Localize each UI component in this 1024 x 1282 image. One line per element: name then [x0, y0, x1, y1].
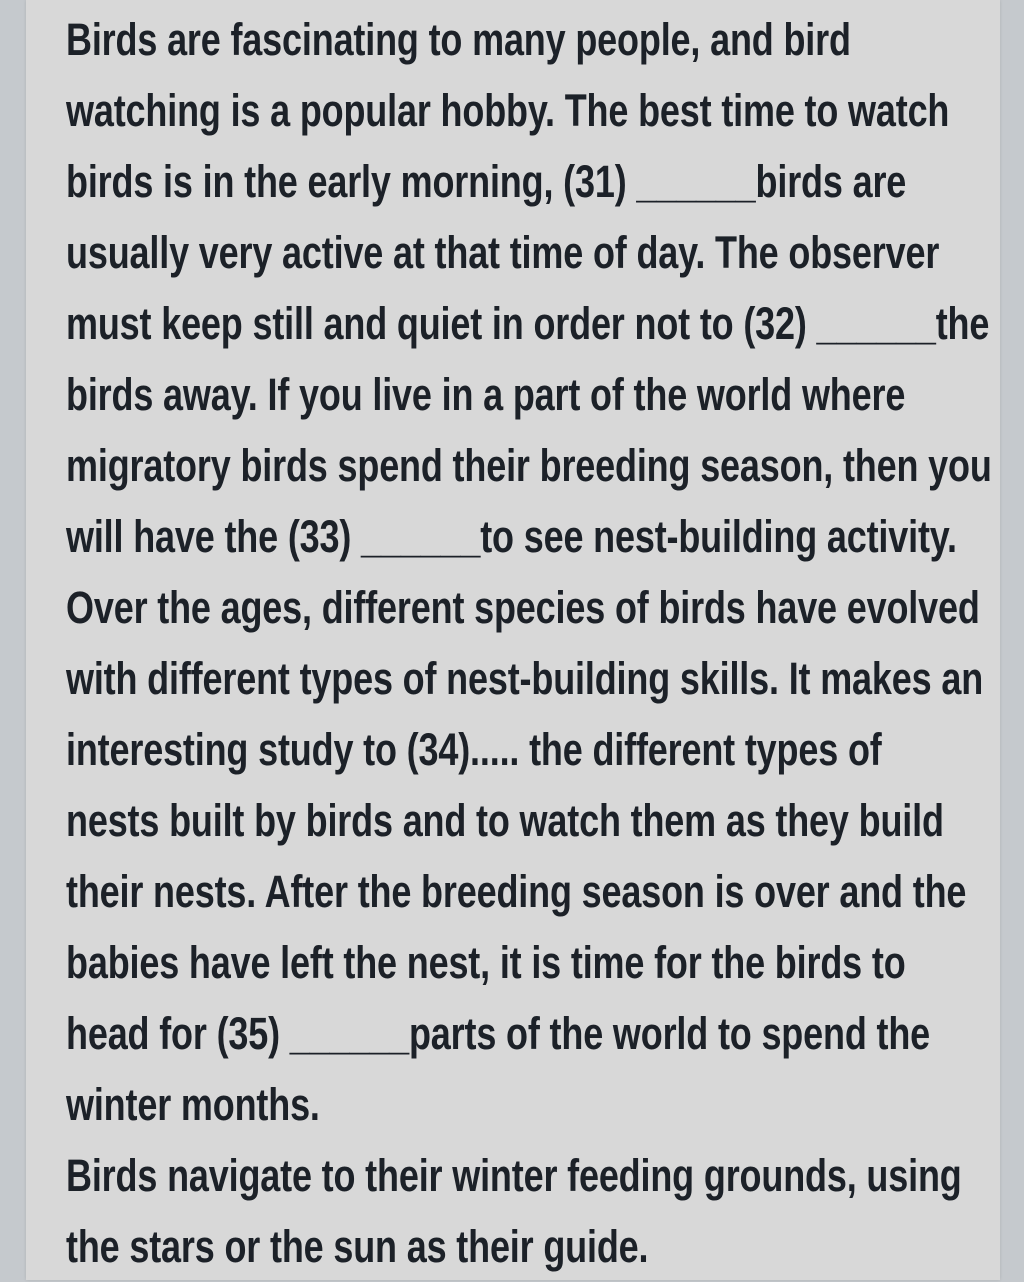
text-line: birds is in the early morning, (31) ______birds are [66, 156, 907, 207]
text-line: migratory birds spend their breeding season, then you [66, 440, 992, 491]
text-line: head for (35) ______parts of the world to spend the [66, 1008, 931, 1059]
text-line: nests built by birds and to watch them as they build [66, 795, 944, 846]
document-page [26, 0, 1000, 1280]
text-line: watching is a popular hobby. The best time to watch [66, 85, 950, 136]
text-line: winter months. [66, 1079, 320, 1130]
text-line: will have the (33) ______to see nest-building activity. [66, 511, 957, 562]
text-line: babies have left the nest, it is time for the birds to [66, 937, 906, 988]
text-line: with different types of nest-building skills. It makes an [66, 653, 984, 704]
passage-text [66, 4, 992, 1282]
text-line: must keep still and quiet in order not to (32) ______the [66, 298, 990, 349]
text-line: the stars or the sun as their guide. [66, 1221, 649, 1272]
text-line: birds away. If you live in a part of the world where [66, 369, 906, 420]
text-line: usually very active at that time of day. The observer [66, 227, 940, 278]
text-line: Birds navigate to their winter feeding grounds, using [66, 1150, 962, 1201]
text-line: Over the ages, different species of birds have evolved [66, 582, 980, 633]
text-line: their nests. After the breeding season is over and the [66, 866, 967, 917]
text-line: Birds are fascinating to many people, and bird [66, 14, 851, 65]
text-line: interesting study to (34)..... the different types of [66, 724, 882, 775]
